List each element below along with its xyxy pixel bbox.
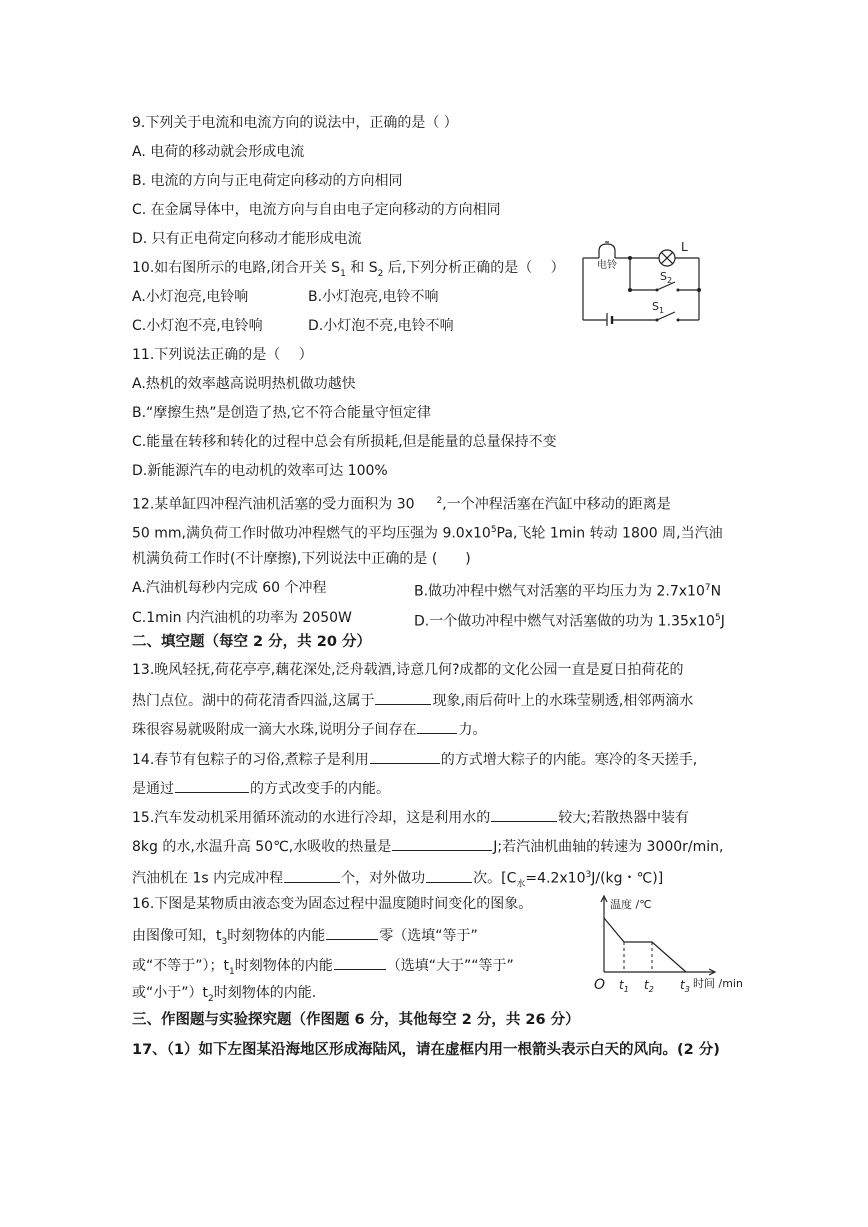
bell-icon [599, 242, 615, 258]
t1-label: $t_1$ [619, 978, 629, 992]
q10-option-c: C.小灯泡不亮,电铃响 [132, 318, 263, 334]
s2-label: $S_2$ [660, 270, 673, 285]
q9-option-c: C. 在金属导体中，电流方向与自由电子定向移动的方向相同 [132, 202, 501, 218]
q10-option-a: A.小灯泡亮,电铃响 [132, 289, 249, 305]
q15-line3: 汽油机在 1s 内完成冲程 个，对外做功 次。[$C_水=4.2x10^3J/(kg$・℃)] [132, 865, 663, 894]
q15-blank-2[interactable] [392, 836, 492, 851]
q14-line1: 14.春节有包粽子的习俗,煮粽子是利用 的方式增大粽子的内能。寒冷的冬天搓手, [132, 749, 697, 770]
q16-line3: 或“不等于”）；$t_1$时刻物体的内能 （选填“大于”“等于” [132, 955, 514, 982]
q14-blank-2[interactable] [175, 778, 249, 793]
q15-blank-4[interactable] [426, 868, 472, 883]
q9-stem: 9.下列关于电流和电流方向的说法中，正确的是（ ） [132, 115, 458, 131]
q11-stem: 11.下列说法正确的是（ ） [132, 347, 313, 363]
q13-line1: 13.晚风轻抚,荷花亭亭,藕花深处,泛舟载酒,诗意几何?成都的文化公园一直是夏日拍荷花的 [132, 662, 684, 678]
q17-stem: 17、（1）如下左图某沿海地区形成海陆风，请在虚框内用一根箭头表示白天的风向。(2 分) [132, 1042, 720, 1058]
q11-option-c: C.能量在转移和转化的过程中总会有所损耗,但是能量的总量保持不变 [132, 434, 557, 450]
t3-label: $t_3$ [680, 978, 690, 992]
q13-blank-2[interactable] [417, 719, 457, 734]
x-axis-label: 时间 /min [693, 977, 743, 990]
q16-blank-2[interactable] [334, 955, 386, 970]
q13-line3: 珠很容易就吸附成一滴大水珠,说明分子间存在 力。 [132, 719, 486, 740]
q9-option-b: B. 电流的方向与正电荷定向移动的方向相同 [132, 173, 403, 189]
section-2-heading: 二、填空题（每空 2 分，共 20 分） [132, 634, 371, 650]
section-3-heading: 三、作图题与实验探究题（作图题 6 分，其他每空 2 分，共 26 分） [132, 1012, 580, 1028]
q14-blank-1[interactable] [370, 749, 440, 764]
q9-option-d: D. 只有正电荷定向移动才能形成电流 [132, 231, 362, 247]
q15-line2: 8kg 的水,水温升高 50℃,水吸收的热量是 J;若汽油机曲轴的转速为 3000r/min, [132, 836, 724, 857]
lamp-label: L [681, 240, 688, 254]
battery-icon [607, 313, 612, 326]
q10-stem: 10.如右图所示的电路,闭合开关 $S_1$ 和 $S_2$ 后,下列分析正确的是（ ） [132, 260, 565, 279]
q10-option-b: B.小灯泡亮,电铃不响 [308, 289, 439, 305]
q10-option-d: D.小灯泡不亮,电铃不响 [308, 318, 454, 334]
temperature-time-graph [590, 892, 755, 992]
q12-line2: 50 mm,满负荷工作时做功冲程燃气的平均压强为 $9.0x10^5Pa$,飞轮 1min 转动 1800 周,当汽油 [132, 525, 723, 542]
q15-line1: 15.汽车发动机采用循环流动的水进行冷却，这是利用水的 较大;若散热器中装有 [132, 807, 689, 828]
q16-line2: 由图像可知，$t_3$时刻物体的内能 零（选填“等于” [132, 925, 478, 952]
q12-line1: 12.某单缸四冲程汽油机活塞的受力面积为 30 $^2$,一个冲程活塞在汽缸中移动的距离是 [132, 496, 671, 513]
s1-label: $S_1$ [652, 300, 665, 315]
q11-option-b: B.“摩擦生热”是创造了热,它不符合能量守恒定律 [132, 405, 432, 421]
cooling-curve [604, 918, 686, 972]
q12-option-a: A.汽油机每秒内完成 60 个冲程 [132, 580, 327, 596]
q13-line2: 热门点位。湖中的荷花清香四溢,这属于 现象,雨后荷叶上的水珠莹剔透,相邻两滴水 [132, 690, 693, 711]
q15-blank-3[interactable] [284, 868, 340, 883]
q12-line3: 机满负荷工作时(不计摩擦),下列说法中正确的是 ( ) [132, 551, 471, 567]
q15-blank-1[interactable] [491, 807, 557, 822]
q12-option-d: D.一个做功冲程中燃气对活塞做的功为 $1.35x10^5J$ [414, 613, 725, 630]
circuit-diagram [575, 234, 707, 326]
q13-blank-1[interactable] [375, 690, 431, 705]
q12-option-c: C.1min 内汽油机的功率为 2050W [132, 610, 352, 626]
q12-option-b: B.做功冲程中燃气对活塞的平均压力为 $2.7x10^7N$ [414, 583, 722, 600]
lamp-icon [659, 250, 675, 266]
q16-line4: 或“小于$”)t_2$时刻物体的内能. [132, 985, 317, 1004]
q14-line2: 是通过 的方式改变手的内能。 [132, 778, 390, 799]
y-axis-label: 温度 /℃ [610, 898, 652, 911]
q11-option-a: A.热机的效率越高说明热机做功越快 [132, 376, 356, 392]
q11-option-d: D.新能源汽车的电动机的效率可达 100% [132, 463, 388, 479]
q9-option-a: A. 电荷的移动就会形成电流 [132, 144, 305, 160]
origin-label: O [594, 977, 606, 992]
bell-label: 电铃 [597, 260, 617, 271]
t2-label: $t_2$ [644, 978, 654, 992]
q16-line1: 16.下图是某物质由液态变为固态过程中温度随时间变化的图象。 [132, 896, 533, 912]
q16-blank-1[interactable] [326, 925, 378, 940]
